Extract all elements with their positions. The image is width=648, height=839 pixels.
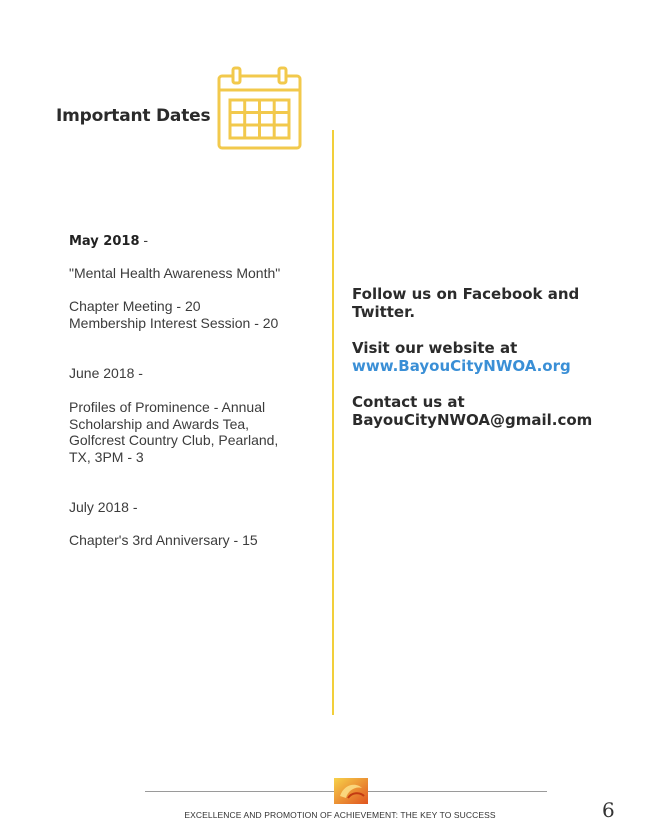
- logo-icon: [334, 778, 368, 804]
- vertical-divider: [332, 130, 334, 715]
- follow-text: Twitter.: [352, 303, 416, 321]
- event-item: Scholarship and Awards Tea,: [69, 416, 250, 432]
- footer-tagline: EXCELLENCE AND PROMOTION OF ACHIEVEMENT: THE KEY TO SUCCESS: [184, 810, 496, 820]
- contact-label: Contact us at: [352, 393, 465, 411]
- event-item: Golfcrest Country Club, Pearland,: [69, 432, 279, 448]
- website-link[interactable]: www.BayouCityNWOA.org: [352, 357, 571, 375]
- section-heading: Important Dates: [56, 106, 211, 126]
- calendar-icon: [216, 66, 304, 154]
- follow-text: Follow us on Facebook and: [352, 285, 580, 303]
- event-month-june: June 2018 -: [69, 365, 143, 381]
- event-item: Chapter's 3rd Anniversary - 15: [69, 532, 258, 548]
- event-note: "Mental Health Awareness Month": [69, 265, 281, 281]
- visit-label: Visit our website at: [352, 339, 518, 357]
- event-month-may: May 2018 -: [69, 232, 149, 249]
- event-month-july: July 2018 -: [69, 499, 138, 515]
- event-item: Chapter Meeting - 20: [69, 298, 201, 314]
- event-item: TX, 3PM - 3: [69, 449, 144, 465]
- event-item: Profiles of Prominence - Annual: [69, 399, 266, 415]
- event-item: Membership Interest Session - 20: [69, 315, 279, 331]
- email-address[interactable]: BayouCityNWOA@gmail.com: [352, 411, 593, 429]
- page-number: 6: [602, 798, 615, 822]
